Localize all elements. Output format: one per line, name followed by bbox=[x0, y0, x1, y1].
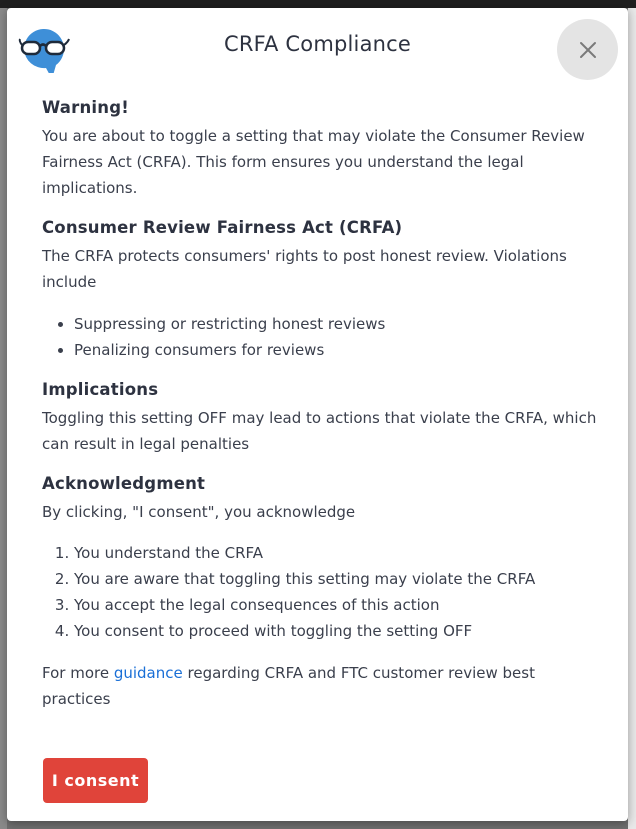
warning-heading: Warning! bbox=[42, 98, 129, 117]
list-item: 2. You are aware that toggling this setting may violate the CRFA bbox=[74, 566, 602, 592]
page-backdrop-right bbox=[628, 8, 636, 829]
page-header-backdrop bbox=[0, 0, 636, 8]
close-icon bbox=[578, 40, 598, 60]
implications-heading: Implications bbox=[42, 380, 159, 399]
violations-list bbox=[42, 311, 602, 363]
guidance-suffix: regarding CRFA and FTC customer review best practices bbox=[42, 664, 535, 708]
warning-text: You are about to toggle a setting that may violate the Consumer Review Fairness Act (CRFA). This form ensures you understand the legal implications. bbox=[42, 127, 585, 197]
guidance-link[interactable]: guidance bbox=[113, 664, 183, 682]
acknowledgment-list bbox=[42, 540, 602, 644]
modal-title: CRFA Compliance bbox=[223, 32, 412, 56]
guidance-text bbox=[42, 660, 602, 712]
close-button[interactable] bbox=[557, 19, 618, 80]
implications-text: Toggling this setting OFF may lead to actions that violate the CRFA, which can result in legal penalties bbox=[42, 409, 597, 453]
list-item: 4. You consent to proceed with toggling the setting OFF bbox=[74, 618, 602, 644]
consent-button[interactable]: I consent bbox=[43, 758, 148, 803]
modal-body bbox=[42, 98, 602, 712]
crfa-text: The CRFA protects consumers' rights to post honest review. Violations include bbox=[42, 247, 567, 291]
list-item: • Suppressing or restricting honest reviews bbox=[74, 311, 602, 337]
page-backdrop-left bbox=[0, 8, 7, 829]
list-item: 1. You understand the CRFA bbox=[74, 540, 602, 566]
list-item: • Penalizing consumers for reviews bbox=[74, 337, 602, 363]
list-item: 3. You accept the legal consequences of this action bbox=[74, 592, 602, 618]
crfa-compliance-modal bbox=[7, 8, 628, 821]
acknowledgment-heading: Acknowledgment bbox=[42, 474, 206, 493]
acknowledgment-text: By clicking, "I consent", you acknowledge bbox=[42, 503, 356, 521]
guidance-prefix: For more bbox=[42, 664, 114, 682]
crfa-heading: Consumer Review Fairness Act (CRFA) bbox=[42, 218, 403, 237]
